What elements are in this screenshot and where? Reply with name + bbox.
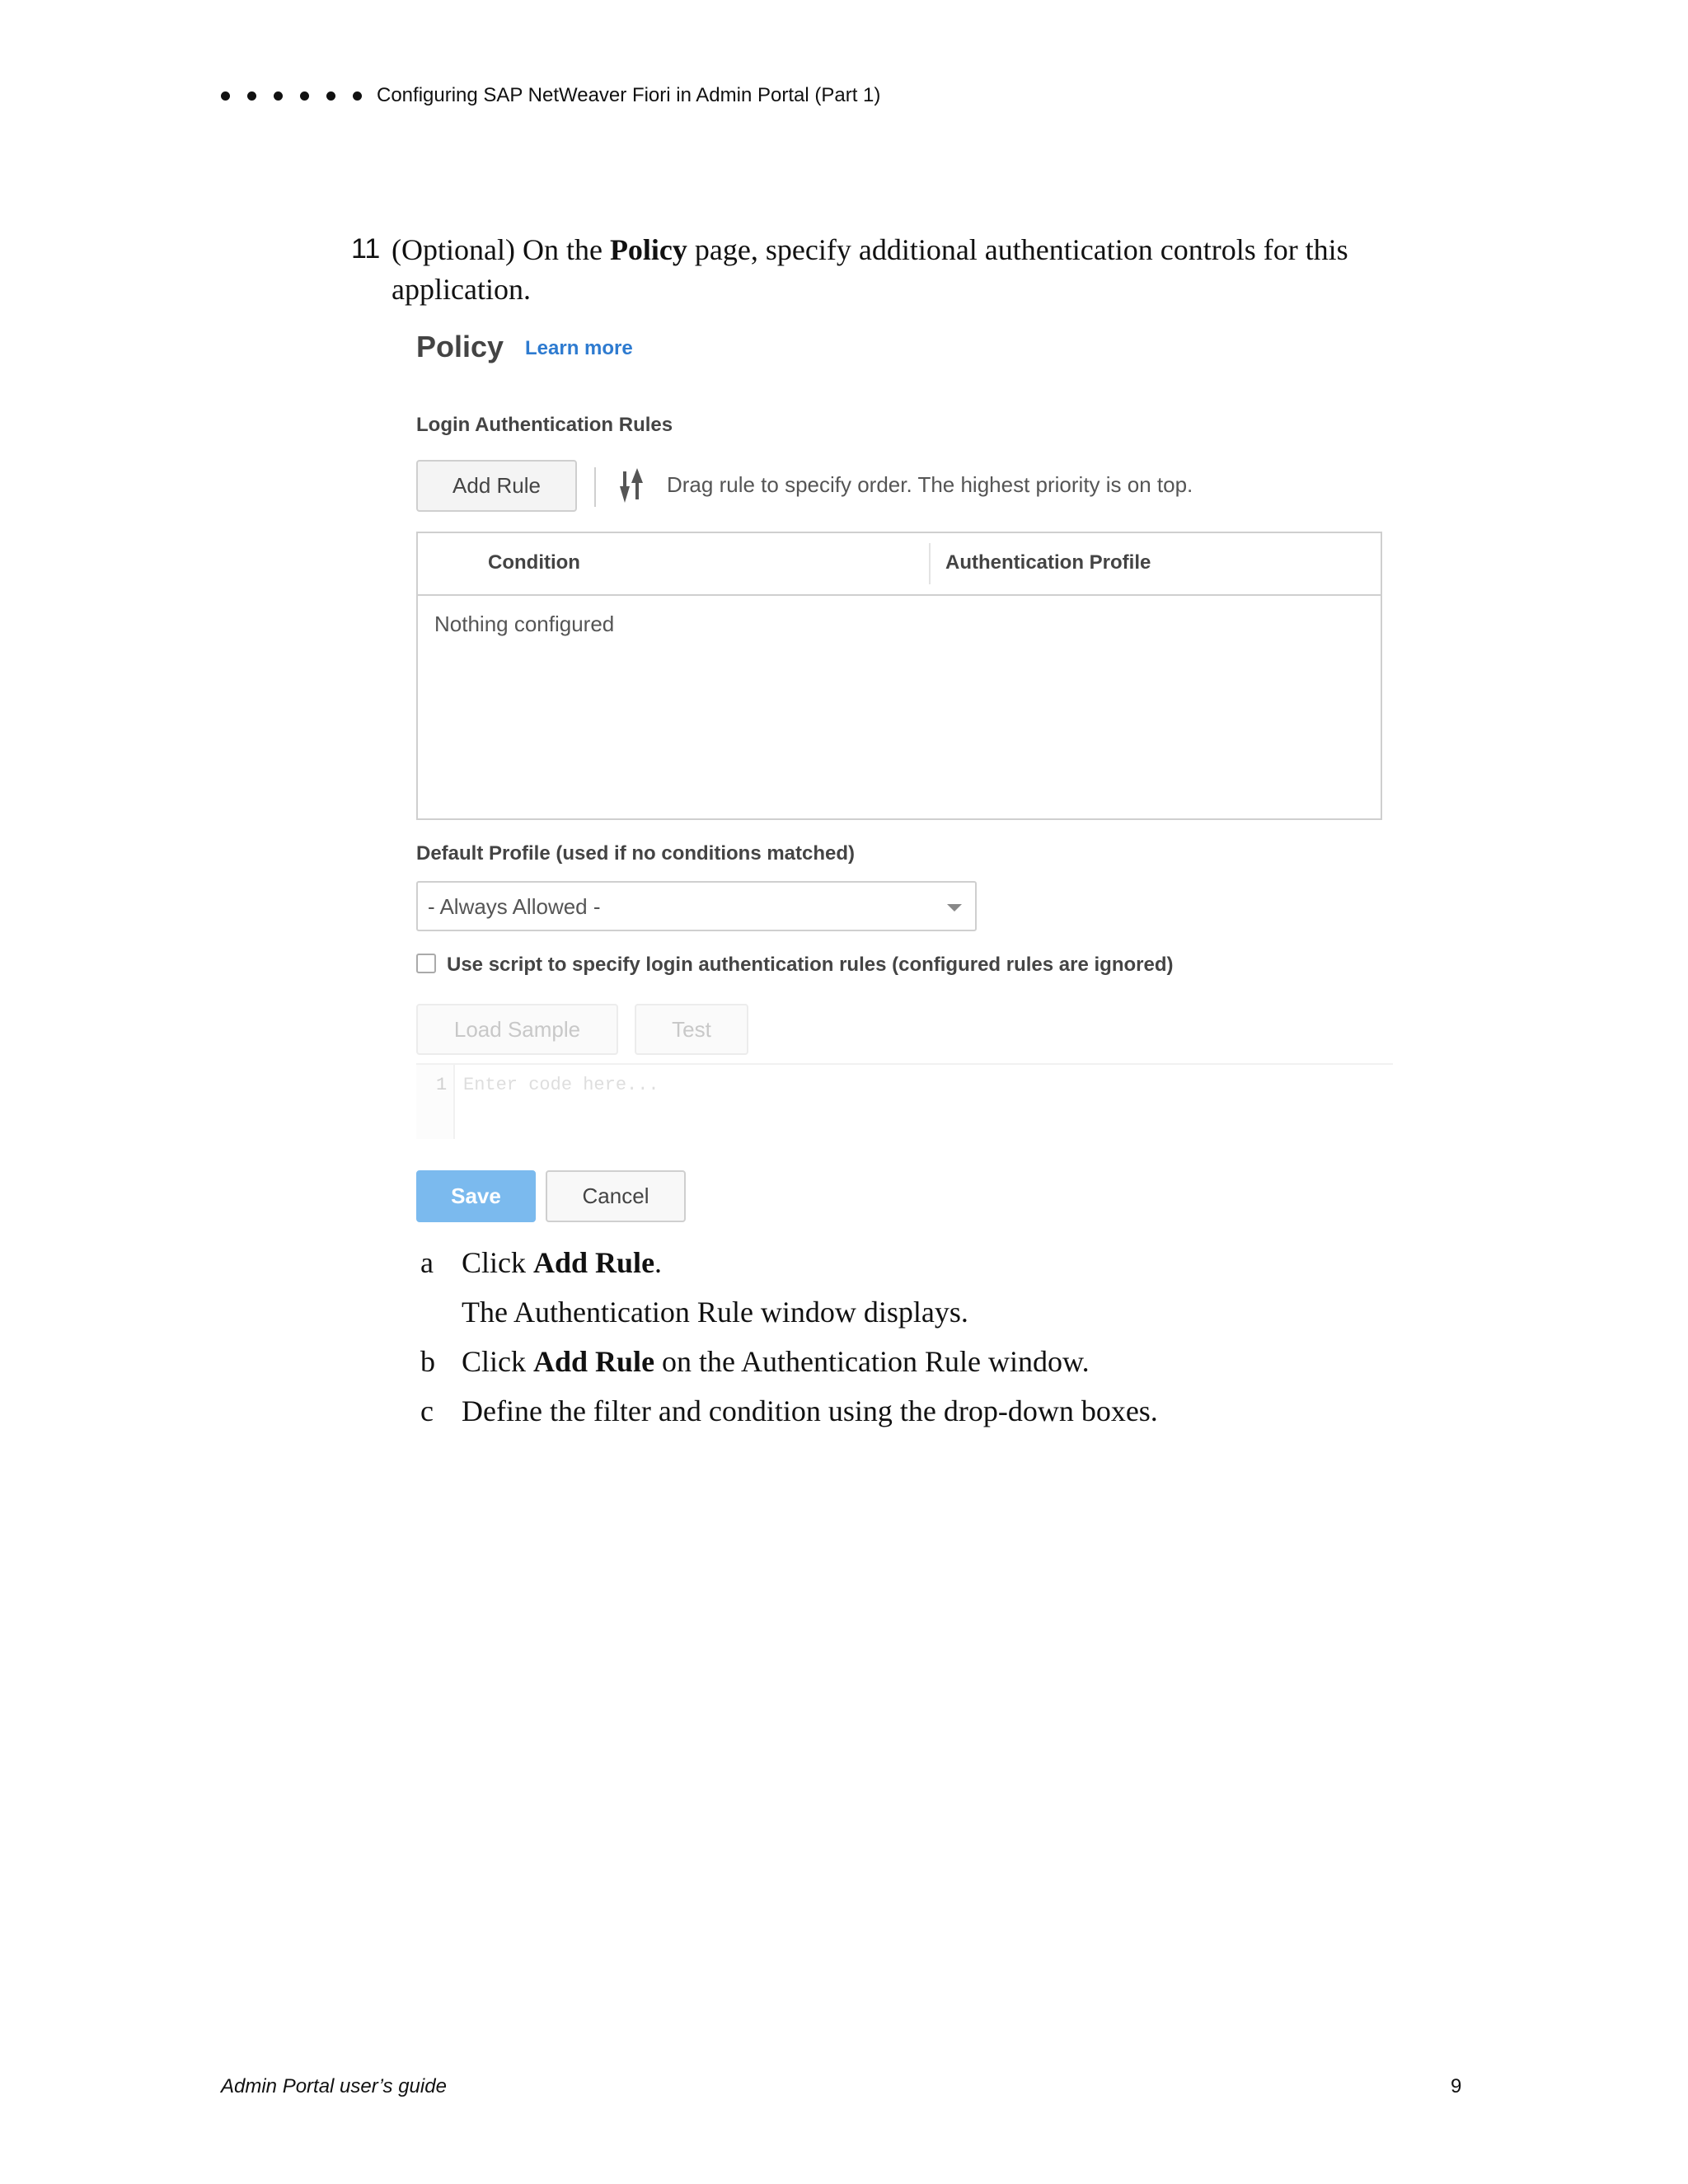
running-header [221, 81, 880, 110]
footer-guide-title: Admin Portal user’s guide [221, 2075, 447, 2097]
substep-a-letter: a [420, 1246, 434, 1279]
substep-c-text: Define the filter and condition using the drop-down boxes. [462, 1394, 1158, 1427]
script-editor[interactable] [416, 1063, 1393, 1139]
load-sample-button[interactable]: Load Sample [416, 1004, 618, 1055]
page-number: 9 [1451, 2075, 1462, 2097]
substep-b-text [462, 1343, 1090, 1380]
editor-gutter [416, 1065, 455, 1139]
substep-b-before: Click [462, 1345, 533, 1378]
substep-b-after: on the Authentication Rule window. [654, 1345, 1090, 1378]
column-header-condition[interactable]: Condition [488, 551, 580, 574]
chevron-down-icon [947, 904, 962, 912]
table-header [418, 533, 1381, 596]
substep-b-bold: Add Rule [533, 1345, 655, 1378]
add-rule-button[interactable]: Add Rule [416, 460, 577, 512]
test-button[interactable]: Test [635, 1004, 748, 1055]
step-text [392, 230, 1455, 309]
save-button[interactable]: Save [416, 1170, 536, 1222]
learn-more-link[interactable]: Learn more [525, 337, 633, 359]
column-divider [929, 543, 931, 584]
step-text-after: page, specify additional authentication controls for this application. [392, 233, 1348, 306]
table-empty-state: Nothing configured [434, 612, 615, 636]
line-number: 1 [436, 1075, 448, 1095]
default-profile-select[interactable] [416, 881, 977, 931]
rules-heading: Login Authentication Rules [416, 414, 673, 436]
script-checkbox[interactable] [416, 954, 436, 973]
step-text-before: (Optional) On the [392, 233, 610, 266]
substep-c-letter: c [420, 1394, 434, 1427]
drag-hint: Drag rule to specify order. The highest priority is on top. [667, 472, 1193, 497]
policy-screenshot [396, 313, 1393, 1232]
header-title: Configuring SAP NetWeaver Fiori in Admin Portal (Part 1) [377, 84, 881, 106]
substep-a-bold: Add Rule [533, 1246, 655, 1279]
script-checkbox-label[interactable]: Use script to specify login authentication rules (configured rules are ignored) [447, 954, 1174, 976]
step-text-bold: Policy [609, 233, 687, 266]
toolbar-divider [594, 467, 596, 507]
policy-title: Policy [416, 330, 504, 363]
column-header-authentication-profile[interactable]: Authentication Profile [945, 551, 1151, 574]
editor-placeholder: Enter code here... [463, 1075, 659, 1095]
rules-table [416, 532, 1382, 820]
substep-a-after: . [654, 1246, 663, 1279]
substep-a-text [462, 1244, 662, 1281]
substep-a-before: Click [462, 1246, 533, 1279]
header-bullet-dots [221, 91, 362, 101]
substep-a-note: The Authentication Rule window displays. [462, 1296, 968, 1329]
default-profile-label: Default Profile (used if no conditions matched) [416, 842, 856, 865]
default-profile-value: - Always Allowed - [428, 894, 601, 919]
substep-b-letter: b [420, 1345, 435, 1378]
sort-arrows-icon [615, 466, 648, 504]
step-number: 11 [351, 233, 381, 265]
cancel-button[interactable]: Cancel [546, 1170, 686, 1222]
